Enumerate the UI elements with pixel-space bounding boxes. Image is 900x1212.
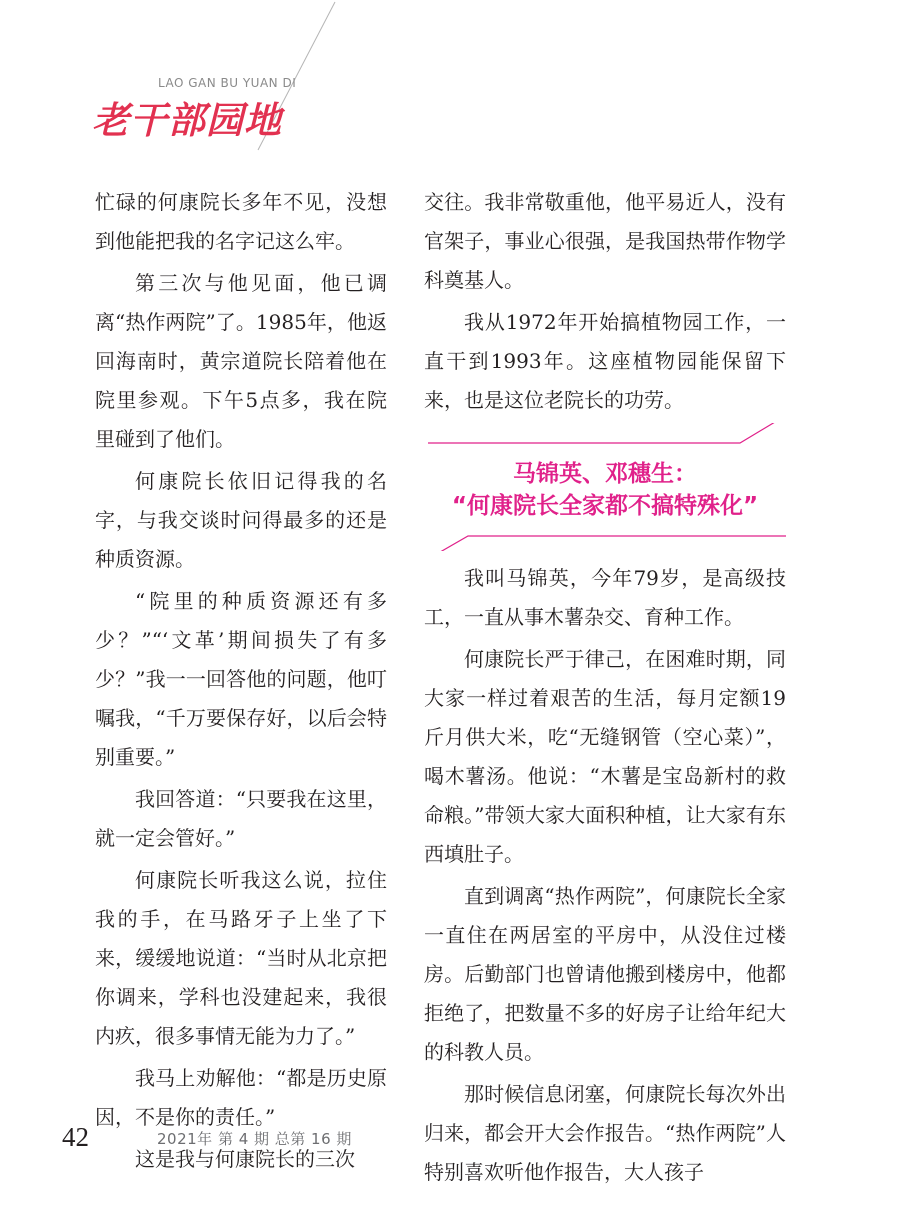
paragraph: “院里的种质资源还有多少？”“‘文革’期间损失了有多少？”我一一回答他的问题，他叮嘱我，“千万要保存好，以后会特别重要。” bbox=[95, 589, 387, 769]
paragraph: 忙碌的何康院长多年不见，没想到他能把我的名字记这么牢。 bbox=[95, 190, 387, 253]
left-column bbox=[95, 183, 387, 1182]
issue-info: 2021年 第 4 期 总第 16 期 bbox=[157, 1130, 352, 1148]
paragraph: 我回答道：“只要我在这里，就一定会管好。” bbox=[95, 787, 387, 850]
paragraph: 我马上劝解他：“都是历史原因，不是你的责任。” bbox=[95, 1066, 387, 1129]
right-column bbox=[424, 183, 786, 1195]
section-subheading bbox=[424, 423, 786, 551]
paragraph: 直到调离“热作两院”，何康院长全家一直住在两居室的平房中，从没住过楼房。后勤部门也曾请他搬到楼房中，他都拒绝了，把数量不多的好房子让给年纪大的科教人员。 bbox=[424, 884, 786, 1064]
magazine-title: 老干部园地 bbox=[92, 98, 282, 142]
subheading-quote: “何康院长全家都不搞特殊化” bbox=[451, 493, 759, 519]
paragraph: 交往。我非常敬重他，他平易近人，没有官架子，事业心很强，是我国热带作物学科奠基人。 bbox=[424, 190, 786, 292]
page-number: 42 bbox=[62, 1122, 89, 1152]
paragraph: 何康院长依旧记得我的名字，与我交谈时问得最多的还是种质资源。 bbox=[95, 469, 387, 571]
paragraph: 这是我与何康院长的三次 bbox=[135, 1147, 355, 1171]
paragraph: 那时候信息闭塞，何康院长每次外出归来，都会开大会作报告。“热作两院”人特别喜欢听他作报告，大人孩子 bbox=[424, 1082, 786, 1184]
paragraph: 何康院长听我这么说，拉住我的手，在马路牙子上坐了下来，缓缓地说道：“当时从北京把你调来，学科也没建起来，我很内疚，很多事情无能为力了。” bbox=[95, 868, 387, 1048]
paragraph: 我叫马锦英，今年79岁，是高级技工，一直从事木薯杂交、育种工作。 bbox=[424, 566, 786, 629]
paragraph: 何康院长严于律己，在困难时期，同大家一样过着艰苦的生活，每月定额19斤月供大米，吃“无缝钢管（空心菜）”，喝木薯汤。他说：“木薯是宝岛新村的救命粮。”带领大家大面积种植，让大家有东西填肚子。 bbox=[424, 647, 786, 866]
subheading-names: 马锦英、邓穗生： bbox=[513, 461, 697, 487]
paragraph: 第三次与他见面，他已调离“热作两院”了。1985年，他返回海南时，黄宗道院长陪着他在院里参观。下午5点多，我在院里碰到了他们。 bbox=[95, 271, 387, 451]
paragraph: 我从1972年开始搞植物园工作，一直干到1993年。这座植物园能保留下来，也是这位老院长的功劳。 bbox=[424, 310, 786, 412]
magazine-latin-name: LAO GAN BU YUAN DI bbox=[158, 76, 297, 90]
